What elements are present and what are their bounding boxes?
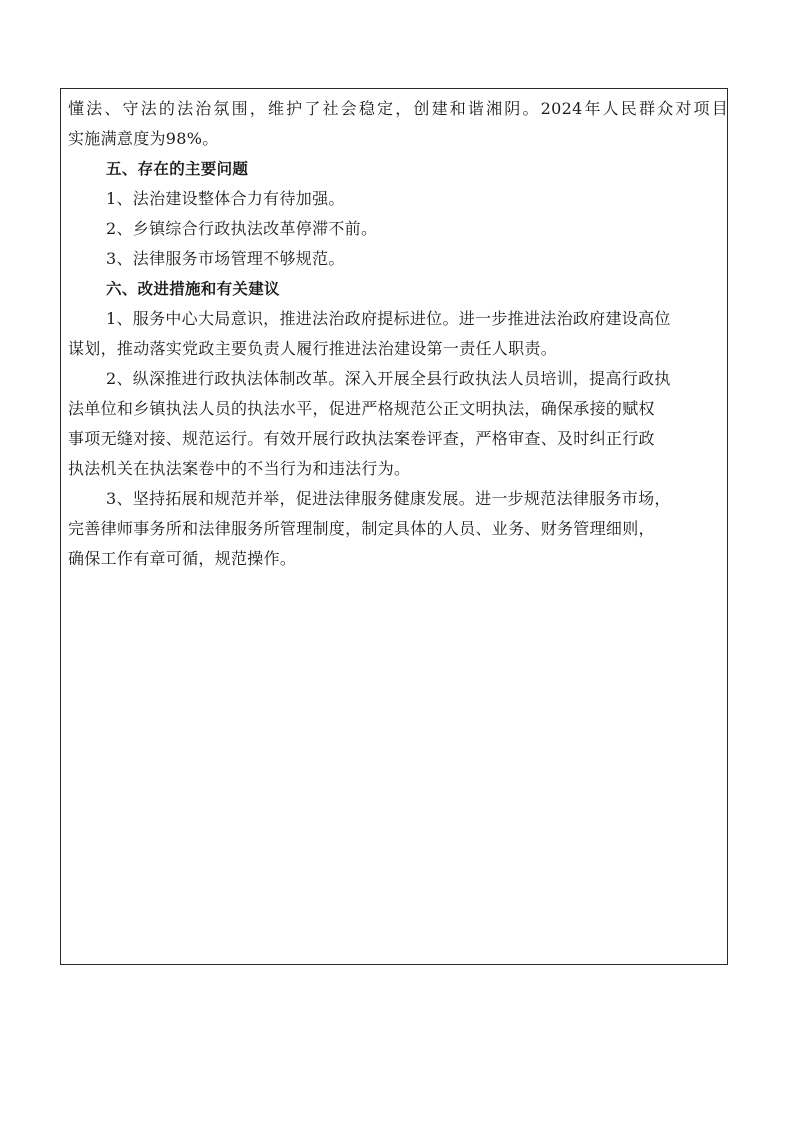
paragraph-line: 3、坚持拓展和规范并举，促进法律服务健康发展。进一步规范法律服务市场， xyxy=(106,489,671,508)
paragraph-line: 确保工作有章可循，规范操作。 xyxy=(68,549,297,568)
paragraph-line: 执法机关在执法案卷中的不当行为和违法行为。 xyxy=(68,459,411,478)
paragraph-line: 懂法、守法的法治氛围，维护了社会稳定，创建和谐湘阴。2024年人民群众对项目 xyxy=(68,99,728,118)
paragraph-line: 2、纵深推进行政执法体制改革。深入开展全县行政执法人员培训，提高行政执 xyxy=(106,369,671,388)
paragraph-line: 事项无缝对接、规范运行。有效开展行政执法案卷评查，严格审查、及时纠正行政 xyxy=(68,429,655,448)
paragraph-line: 谋划，推动落实党政主要负责人履行推进法治建设第一责任人职责。 xyxy=(68,339,558,358)
section-heading-measures: 六、改进措施和有关建议 xyxy=(106,280,280,298)
list-item: 2、乡镇综合行政执法改革停滞不前。 xyxy=(106,219,378,238)
list-item: 3、法律服务市场管理不够规范。 xyxy=(106,249,345,268)
list-item: 1、法治建设整体合力有待加强。 xyxy=(106,189,345,208)
document-body xyxy=(68,98,728,578)
paragraph-line: 法单位和乡镇执法人员的执法水平，促进严格规范公正文明执法，确保承接的赋权 xyxy=(68,399,655,418)
section-heading-problems: 五、存在的主要问题 xyxy=(106,160,249,178)
paragraph-line: 完善律师事务所和法律服务所管理制度，制定具体的人员、业务、财务管理细则， xyxy=(68,519,655,538)
paragraph-line: 1、服务中心大局意识，推进法治政府提标进位。进一步推进法治政府建设高位 xyxy=(106,309,671,328)
paragraph-line: 实施满意度为98%。 xyxy=(68,129,219,148)
